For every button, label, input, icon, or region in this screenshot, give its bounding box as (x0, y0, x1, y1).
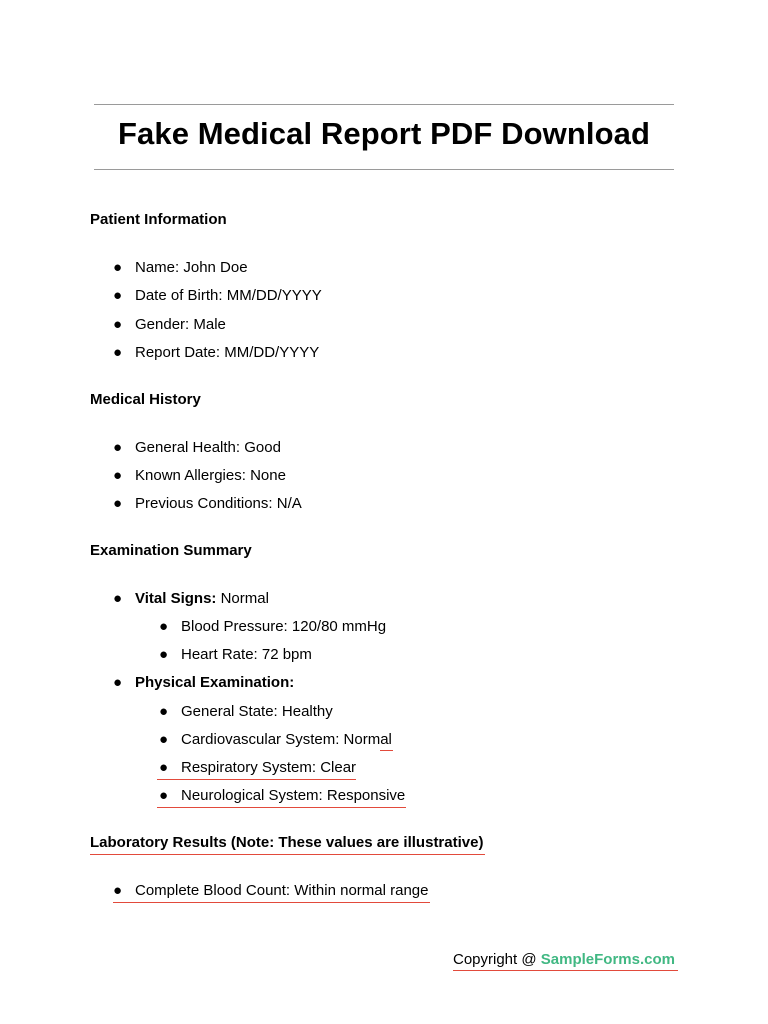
list-item: ● Cardiovascular System: Normal (159, 731, 392, 748)
brand-link[interactable]: SampleForms.com (540, 951, 675, 968)
bullet-icon: ● (113, 590, 123, 607)
bullet-icon: ● (159, 646, 169, 663)
list-item: ● Neurological System: Responsive (159, 787, 406, 804)
bullet-icon: ● (159, 618, 169, 635)
spellcheck-underline (380, 750, 393, 751)
top-rule (94, 104, 674, 105)
spellcheck-underline (90, 854, 485, 855)
list-item: ● Respiratory System: Clear (159, 759, 357, 776)
bullet-icon: ● (113, 467, 123, 484)
spellcheck-underline (453, 970, 678, 971)
bullet-icon: ● (159, 787, 169, 804)
physical-exam-item: ● Physical Examination: (113, 674, 295, 691)
medical-history-heading: Medical History (90, 391, 201, 408)
list-item: ● General Health: Good (113, 439, 281, 456)
list-item: ● Complete Blood Count: Within normal range (113, 882, 429, 899)
patient-info-heading: Patient Information (90, 211, 227, 228)
list-item: ● Gender: Male (113, 316, 226, 333)
spellcheck-underline (157, 807, 406, 808)
bullet-icon: ● (159, 759, 169, 776)
copyright: Copyright @ SampleForms.com (453, 951, 675, 968)
bullet-icon: ● (113, 287, 123, 304)
bottom-rule (94, 169, 674, 170)
list-item: ● Date of Birth: MM/DD/YYYY (113, 287, 322, 304)
page-title: Fake Medical Report PDF Download (117, 116, 650, 151)
spellcheck-underline (157, 779, 356, 780)
spellcheck-underline (113, 902, 430, 903)
bullet-icon: ● (113, 882, 123, 899)
list-item: ● Name: John Doe (113, 259, 248, 276)
bullet-icon: ● (113, 495, 123, 512)
bullet-icon: ● (113, 439, 123, 456)
bullet-icon: ● (113, 259, 123, 276)
list-item: ● Previous Conditions: N/A (113, 495, 302, 512)
list-item: ● Known Allergies: None (113, 467, 286, 484)
exam-summary-heading: Examination Summary (90, 542, 252, 559)
bullet-icon: ● (113, 674, 123, 691)
list-item: ● Report Date: MM/DD/YYYY (113, 344, 320, 361)
bullet-icon: ● (113, 344, 123, 361)
list-item: ● Heart Rate: 72 bpm (159, 646, 312, 663)
bullet-icon: ● (113, 316, 123, 333)
list-item: ● Blood Pressure: 120/80 mmHg (159, 618, 387, 635)
lab-results-heading: Laboratory Results (Note: These values are illustrative) (90, 834, 484, 851)
bullet-icon: ● (159, 731, 169, 748)
bullet-icon: ● (159, 703, 169, 720)
list-item: ● General State: Healthy (159, 703, 333, 720)
vital-signs-item: ● Vital Signs: Normal (113, 590, 269, 607)
